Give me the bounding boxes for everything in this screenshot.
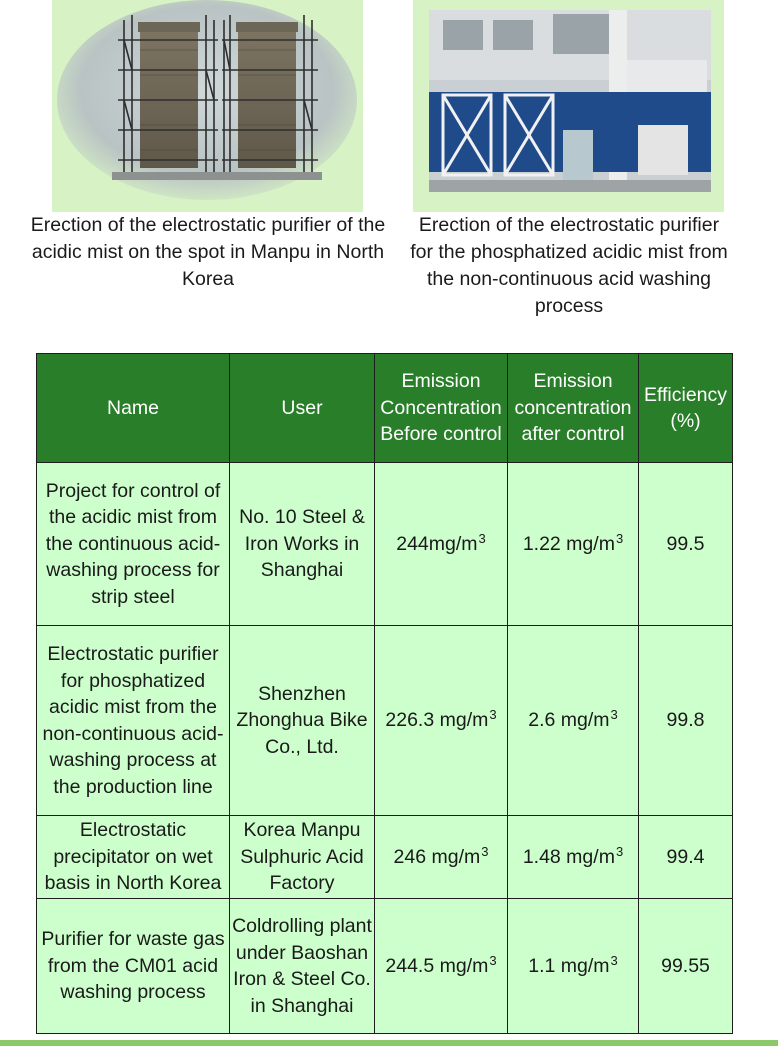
- cell-before: [375, 899, 508, 1034]
- cell-name: Project for control of the acidic mist from the continuous acid-washing process for strip steel: [37, 463, 230, 626]
- photo-caption-manpu: Erection of the electrostatic purifier of the acidic mist on the spot in Manpu in North Korea: [30, 214, 386, 290]
- after-value: 1.48 mg/m: [522, 845, 615, 868]
- cell-before: [375, 463, 508, 626]
- cell-efficiency: 99.55: [639, 899, 733, 1034]
- cell-user: No. 10 Steel & Iron Works in Shanghai: [230, 463, 375, 626]
- header-user: User: [230, 354, 375, 463]
- cell-name: Electrostatic precipitator on wet basis in North Korea: [37, 816, 230, 899]
- before-value: 246 mg/m: [393, 845, 481, 868]
- table-row: [37, 626, 733, 816]
- header-before-control: Emission Concentration Before control: [375, 354, 508, 463]
- cell-name: Electrostatic purifier for phosphatized acidic mist from the non-continuous acid-washing process at the production line: [37, 626, 230, 816]
- unit-superscript: 3: [610, 952, 618, 968]
- after-value: 1.22 mg/m: [522, 532, 615, 555]
- cell-after: [508, 463, 639, 626]
- cell-efficiency: 99.4: [639, 816, 733, 899]
- after-value: 1.1 mg/m: [528, 954, 610, 977]
- unit-superscript: 3: [615, 843, 624, 859]
- phosphatized-mist-purifier-photo: [413, 0, 724, 212]
- cell-before: [375, 816, 508, 899]
- photo-caption-phosphatized: Erection of the electrostatic purifier for the phosphatized acidic mist from the non-continuous acid washing process: [410, 214, 728, 317]
- cell-after: [508, 626, 639, 816]
- table-row: [37, 463, 733, 626]
- table-header-row: [37, 354, 733, 463]
- cell-user: Shenzhen Zhonghua Bike Co., Ltd.: [230, 626, 375, 816]
- cell-name: Purifier for waste gas from the CM01 acid washing process: [37, 899, 230, 1034]
- cell-before: [375, 626, 508, 816]
- cell-after: [508, 899, 639, 1034]
- header-name: Name: [37, 354, 230, 463]
- header-efficiency: Efficiency (%): [639, 354, 733, 463]
- unit-superscript: 3: [478, 530, 486, 546]
- after-value: 2.6 mg/m: [528, 709, 610, 732]
- header-after-control: Emission concentration after control: [508, 354, 639, 463]
- table-row: [37, 899, 733, 1034]
- emission-data-table: [36, 353, 733, 1034]
- unit-superscript: 3: [489, 707, 497, 723]
- table-row: [37, 816, 733, 899]
- footer-divider: [0, 1040, 778, 1046]
- cell-user: Korea Manpu Sulphuric Acid Factory: [230, 816, 375, 899]
- cell-efficiency: 99.5: [639, 463, 733, 626]
- before-value: 244mg/m: [396, 532, 478, 555]
- before-value: 226.3 mg/m: [385, 709, 489, 732]
- unit-superscript: 3: [489, 952, 497, 968]
- before-value: 244.5 mg/m: [385, 954, 489, 977]
- cell-after: [508, 816, 639, 899]
- unit-superscript: 3: [481, 843, 489, 859]
- cell-user: Coldrolling plant under Baoshan Iron & Steel Co. in Shanghai: [230, 899, 375, 1034]
- unit-superscript: 3: [610, 707, 618, 723]
- cell-efficiency: 99.8: [639, 626, 733, 816]
- acid-mist-purifier-towers-photo: [52, 0, 363, 212]
- unit-superscript: 3: [615, 530, 624, 546]
